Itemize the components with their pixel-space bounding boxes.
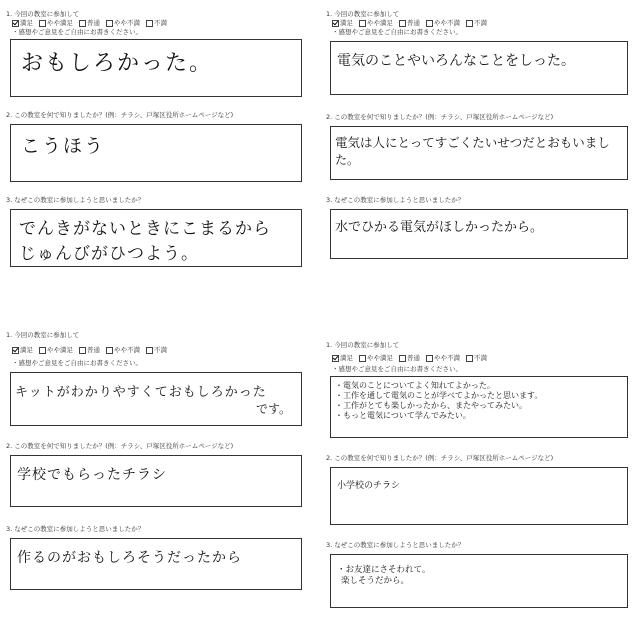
handwritten-answer: た。 — [335, 153, 360, 167]
checkbox-checked-icon[interactable] — [12, 347, 19, 354]
handwritten-answer: 小学校のチラシ — [337, 481, 401, 491]
checkbox-checked-icon[interactable] — [12, 20, 19, 27]
checkbox-checked-icon[interactable] — [332, 20, 339, 27]
handwritten-answer: ・電気のことについてよく知れてよかった。 — [335, 381, 495, 390]
checkbox-icon[interactable] — [399, 20, 406, 27]
checkbox-icon[interactable] — [79, 20, 86, 27]
checkbox-icon[interactable] — [146, 20, 153, 27]
source-answer-box — [330, 467, 628, 525]
question-2-label: 2. この教室を何で知りましたか？(例：チラシ、戸塚区役所ホームページなど) — [326, 113, 554, 121]
handwritten-answer: 楽しそうだから。 — [341, 576, 410, 586]
comments-answer-box — [330, 41, 628, 95]
checkbox-icon[interactable] — [106, 347, 113, 354]
handwritten-answer: おもしろかった。 — [21, 51, 214, 76]
handwritten-answer: ・工作を通して電気のことが学べてよかったと思います。 — [335, 391, 543, 400]
satisfaction-choices — [12, 346, 306, 355]
comments-answer-box — [330, 376, 628, 438]
checkbox-icon[interactable] — [466, 20, 473, 27]
reason-answer-box — [10, 538, 302, 590]
choice-somewhat-satisfied[interactable]: やや満足 — [39, 346, 73, 355]
comments-answer-box — [10, 372, 302, 426]
checkbox-icon[interactable] — [39, 347, 46, 354]
choice-neutral[interactable]: 普通 — [79, 19, 100, 28]
handwritten-answer: 電気は人にとってすごくたいせつだとおもいまし — [335, 135, 610, 150]
handwritten-answer: です。 — [255, 402, 291, 416]
question-1-label: 1. 今回の教室に参加して — [326, 341, 400, 349]
handwritten-answer: キットがわかりやすくておもしろかった — [15, 385, 267, 400]
question-3-label: 3. なぜこの教室に参加しようと思いましたか？ — [6, 525, 145, 533]
satisfaction-choices — [332, 354, 626, 363]
source-answer-box — [10, 455, 302, 507]
choice-somewhat-satisfied[interactable]: やや満足 — [359, 354, 393, 363]
choice-dissatisfied[interactable]: 不満 — [466, 19, 487, 28]
choice-somewhat-dissatisfied[interactable]: やや不満 — [106, 19, 140, 28]
choice-dissatisfied[interactable]: 不満 — [146, 346, 167, 355]
question-1-label: 1. 今回の教室に参加して — [6, 331, 80, 339]
source-answer-box — [330, 126, 628, 180]
checkbox-icon[interactable] — [426, 20, 433, 27]
checkbox-icon[interactable] — [39, 20, 46, 27]
question-3-label: 3. なぜこの教室に参加しようと思いましたか？ — [326, 541, 465, 549]
checkbox-icon[interactable] — [399, 355, 406, 362]
reason-answer-box — [330, 209, 628, 259]
comments-prompt: ・感想やご意見をご自由にお書きください。 — [12, 28, 142, 36]
survey-form-4 — [326, 341, 626, 608]
handwritten-answer: 電気のことやいろんなことをしった。 — [337, 53, 575, 69]
question-2-label: 2. この教室を何で知りましたか？(例：チラシ、戸塚区役所ホームページなど) — [6, 442, 234, 450]
survey-form-1 — [6, 10, 306, 267]
checkbox-icon[interactable] — [426, 355, 433, 362]
choice-somewhat-dissatisfied[interactable]: やや不満 — [426, 19, 460, 28]
choice-somewhat-dissatisfied[interactable]: やや不満 — [106, 346, 140, 355]
checkbox-icon[interactable] — [359, 20, 366, 27]
checkbox-icon[interactable] — [79, 347, 86, 354]
question-3-label: 3. なぜこの教室に参加しようと思いましたか？ — [326, 196, 465, 204]
handwritten-answer: 作るのがおもしろそうだったから — [17, 550, 242, 566]
choice-somewhat-satisfied[interactable]: やや満足 — [359, 19, 393, 28]
handwritten-answer: ・工作がとても楽しかったから、またやってみたい。 — [335, 401, 527, 410]
comments-prompt: ・感想やご意見をご自由にお書きください。 — [332, 28, 462, 36]
choice-satisfied[interactable]: 満足 — [12, 19, 33, 28]
choice-satisfied[interactable]: 満足 — [332, 19, 353, 28]
checkbox-icon[interactable] — [146, 347, 153, 354]
comments-prompt: ・感想やご意見をご自由にお書きください。 — [332, 365, 462, 373]
handwritten-answer: ・お友達にさそわれて。 — [337, 565, 431, 575]
survey-form-2 — [326, 10, 626, 259]
choice-somewhat-dissatisfied[interactable]: やや不満 — [426, 354, 460, 363]
choice-dissatisfied[interactable]: 不満 — [146, 19, 167, 28]
question-2-label: 2. この教室を何で知りましたか？(例：チラシ、戸塚区役所ホームページなど) — [326, 454, 554, 462]
satisfaction-choices — [332, 19, 626, 28]
choice-dissatisfied[interactable]: 不満 — [466, 354, 487, 363]
comments-prompt: ・感想やご意見をご自由にお書きください。 — [12, 359, 142, 367]
checkbox-checked-icon[interactable] — [332, 355, 339, 362]
choice-satisfied[interactable]: 満足 — [12, 346, 33, 355]
checkbox-icon[interactable] — [466, 355, 473, 362]
reason-answer-box — [330, 554, 628, 608]
handwritten-answer: 水でひかる電気がほしかったから。 — [335, 220, 544, 235]
checkbox-icon[interactable] — [106, 20, 113, 27]
choice-somewhat-satisfied[interactable]: やや満足 — [39, 19, 73, 28]
survey-form-3 — [6, 331, 306, 590]
handwritten-answer: でんきがないときにこまるから — [19, 219, 271, 239]
question-3-label: 3. なぜこの教室に参加しようと思いましたか？ — [6, 196, 145, 204]
handwritten-answer: こうほう — [21, 135, 106, 157]
comments-answer-box — [10, 39, 302, 97]
choice-neutral[interactable]: 普通 — [399, 354, 420, 363]
handwritten-answer: ・もっと電気について学んでみたい。 — [335, 411, 471, 420]
checkbox-icon[interactable] — [359, 355, 366, 362]
choice-neutral[interactable]: 普通 — [399, 19, 420, 28]
handwritten-answer: 学校でもらったチラシ — [17, 467, 167, 483]
choice-neutral[interactable]: 普通 — [79, 346, 100, 355]
satisfaction-choices — [12, 19, 306, 28]
question-1-label: 1. 今回の教室に参加して — [6, 10, 80, 18]
handwritten-answer: じゅんびがひつよう。 — [19, 244, 199, 264]
reason-answer-box — [10, 209, 302, 267]
choice-satisfied[interactable]: 満足 — [332, 354, 353, 363]
question-2-label: 2. この教室を何で知りましたか？(例：チラシ、戸塚区役所ホームページなど) — [6, 111, 234, 119]
source-answer-box — [10, 124, 302, 182]
question-1-label: 1. 今回の教室に参加して — [326, 10, 400, 18]
